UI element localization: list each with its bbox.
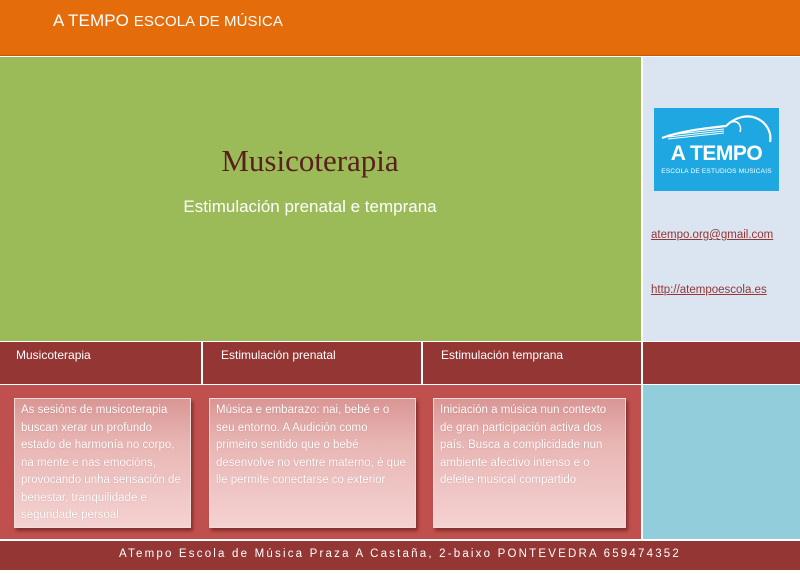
card-estimulacion-temprana xyxy=(433,398,626,528)
tab-estimulacion-prenatal[interactable]: Estimulación prenatal xyxy=(221,348,336,362)
contact-sidebar xyxy=(643,57,800,341)
logo-subtext: ESCOLA DE ESTUDIOS MUSICAIS xyxy=(661,168,772,175)
tab-estimulacion-temprana[interactable]: Estimulación temprana xyxy=(441,348,564,362)
page-bottom-edge xyxy=(0,570,800,574)
site-title-rest: ESCOLA DE MÚSICA xyxy=(133,13,283,30)
sidebar-bottom-panel xyxy=(643,385,800,539)
footer-address: ATempo Escola de Música Praza A Castaña, 2-baixo PONTEVEDRA 659474352 xyxy=(119,548,681,560)
content-section xyxy=(0,385,641,539)
website-link[interactable]: http://atempoescola.es xyxy=(651,284,767,296)
card-text: As sesións de musicoterapia buscan xerar un profundo estado de harmonía no corpo, na mente e nas emocións, provocando unha sensación de benestar, tranquilidade e seguridade persoal xyxy=(21,404,181,521)
tab-musicoterapia[interactable]: Musicoterapia xyxy=(16,348,91,362)
card-estimulacion-prenatal xyxy=(209,398,416,528)
site-header xyxy=(0,0,800,56)
card-text: Música e embarazo: nai, bebé e o seu entorno. A Audición como primeiro sentido que o bebé desenvolve no ventre materno, é que lle permite conectarse co exterior xyxy=(216,404,406,486)
logo-text: A TEMPO xyxy=(670,142,763,165)
section-tabs xyxy=(0,342,641,384)
email-link[interactable]: atempo.org@gmail.com xyxy=(651,229,774,241)
site-title xyxy=(53,11,283,31)
site-title-main: A TEMPO xyxy=(53,11,129,30)
site-footer xyxy=(0,540,800,570)
card-musicoterapia xyxy=(14,398,191,528)
page-subtitle: Estimulación prenatal e temprana xyxy=(183,197,437,216)
card-text: Iniciación a música nun contexto de gran participación activa dos país. Busca a complicidade nun ambiente afectivo intenso e o deleite musical compartido xyxy=(440,404,607,486)
page-title: Musicoterapia xyxy=(221,143,399,178)
sidebar-tab-filler xyxy=(643,342,800,384)
atempo-logo xyxy=(654,108,779,191)
hero-section xyxy=(0,57,641,341)
